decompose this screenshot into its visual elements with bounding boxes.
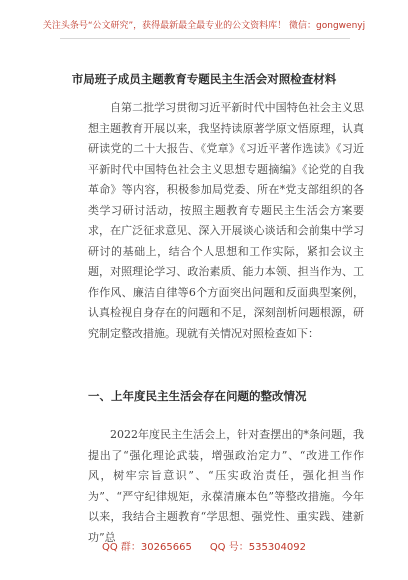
document-title: 市局班子成员主题教育专题民主生活会对照检查材料: [71, 72, 337, 86]
body-paragraph-1: 自第二批学习贯彻习近平新时代中国特色社会主义思想主题教育开展以来，我坚持读原著学原文悟原理，认真研读党的二十大报告、《党章》《习近平著作选读》《习近平新时代中国特色社会主义思想专题摘编》《论党的自我革命》等内容，积极参加局党委、所在*党支部组织的各类学习研讨活动，按照主题教育专题民主生活会方案要求，在广泛征求意见、深入开展谈心谈话和会前集中学习研讨的基础上，结合个人思想和工作实际，紧扣会议主题，对照理论学习、政治素质、能力本领、担当作为、工作作风、廉洁自律等6个方面突出问题和反面典型案例，认真检视自身存在的问题和不足，深刻剖析问题根源，研究制定整改措施。现就有关情况对照检查如下：: [88, 101, 364, 340]
body-paragraph-2: 2022年度民主生活会上，针对查摆出的*条问题，我提出了“强化理论武装，增强政治定力”、“改进工作作风，树牢宗旨意识”、“压实政治责任，强化担当作为”、“严守纪律规矩，永葆清廉本色”等整改措施。今年以来，我结合主题教育“学思想、强党性、重实践、建新功”总: [88, 428, 364, 544]
section-heading-1: 一、上年度民主生活会存在问题的整改情况: [88, 389, 307, 403]
footer-qq-number: QQ 号：535304092: [209, 542, 306, 553]
footer-qq-group: QQ 群：30265665: [101, 542, 192, 553]
footer-contact: [0, 538, 408, 553]
header-banner: 关注头条号“公文研究”，获得最新最全最专业的公文资料库！ 微信：gongwenyj: [42, 21, 366, 31]
header-divider: [60, 38, 350, 39]
